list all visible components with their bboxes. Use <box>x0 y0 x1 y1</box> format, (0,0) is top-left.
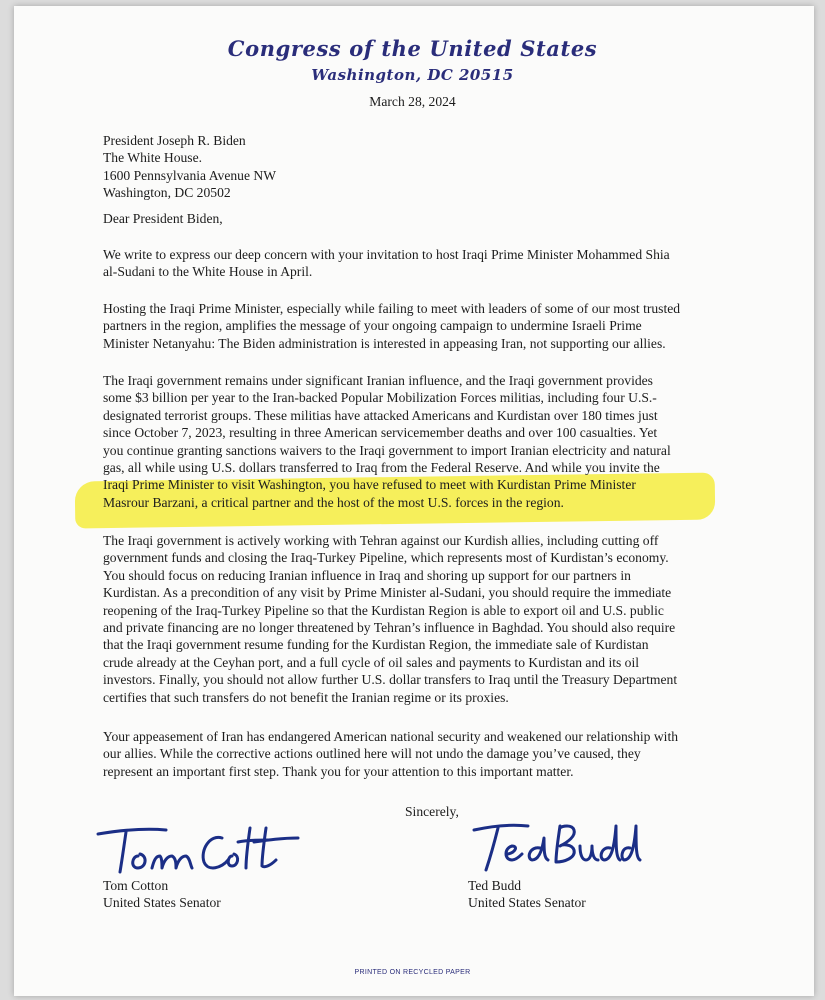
recipient-line: President Joseph R. Biden <box>103 133 246 148</box>
text-line: partners in the region, amplifies the message of your ongoing campaign to undermine Israeli Prime <box>103 318 642 334</box>
text-line: you continue granting sanctions waivers to the Iraqi government to import Iranian electricity and natural <box>103 442 671 458</box>
text-line: You should focus on reducing Iranian influence in Iraq and shoring up support for our partners in <box>103 567 631 583</box>
signatory-title: United States Senator <box>468 895 586 911</box>
text-line highlighted: Masrour Barzani, a critical partner and the host of the most U.S. forces in the region. <box>103 494 564 510</box>
closing: Sincerely, <box>405 804 459 819</box>
text-line: Your appeasement of Iran has endangered American national security and weakened our relationship with <box>103 729 679 744</box>
recipient-line: 1600 Pennsylvania Avenue NW <box>103 167 277 183</box>
text-line: government funds and closing the Iraq-Turkey Pipeline, which represents most of Kurdistan’s economy. <box>103 550 669 566</box>
text-line: gas, all while using U.S. dollars transferred to Iraq from the Federal Reserve. And while you invite the <box>103 460 660 476</box>
signature-ted-budd <box>464 818 644 874</box>
letterhead-title: Congress of the United States <box>227 36 598 61</box>
body-paragraph-3 <box>103 372 728 511</box>
signatory-block-2 <box>468 877 586 912</box>
recipient-address <box>103 132 276 202</box>
recycled-paper-footer: PRINTED ON RECYCLED PAPER <box>354 969 471 976</box>
text-line: designated terrorist groups. These militias have attacked Americans and Kurdistan over 180 times just <box>103 407 658 423</box>
text-line: that the Iraqi government resume funding for the Kurdistan Region, the immediate sale of Kurdistan <box>103 637 649 653</box>
text-line: certifies that such transfers do not benefit the Iranian regime or its proxies. <box>103 689 509 705</box>
text-line: some $3 billion per year to the Iran-backed Popular Mobilization Forces militias, including four U.S.- <box>103 390 657 406</box>
text-line: reopening of the Iraq-Turkey Pipeline so that the Kurdistan Region is able to export oil and U.S. public <box>103 602 664 618</box>
text-line: Minister Netanyahu: The Biden administration is interested in appeasing Iran, not supporting our allies. <box>103 335 666 351</box>
letterhead-address: Washington, DC 20515 <box>311 66 514 84</box>
text-line: since October 7, 2023, resulting in three American servicemember deaths and over 100 casualties. Yet <box>103 425 658 441</box>
text-line: The Iraqi government remains under significant Iranian influence, and the Iraqi government provides <box>103 373 653 388</box>
body-paragraph-4 <box>103 532 728 706</box>
letter-date: March 28, 2024 <box>369 94 456 109</box>
body-paragraph-1 <box>103 246 728 281</box>
salutation: Dear President Biden, <box>103 211 223 226</box>
text-line: al-Sudani to the White House in April. <box>103 264 313 280</box>
signatory-block-1 <box>103 877 221 912</box>
signatory-title: United States Senator <box>103 895 221 911</box>
signature-tom-cotton <box>92 820 302 878</box>
body-paragraph-5 <box>103 728 728 780</box>
signatory-name: Ted Budd <box>468 878 522 893</box>
recipient-line: The White House. <box>103 150 203 166</box>
text-line highlighted: Iraqi Prime Minister to visit Washington, you have refused to meet with Kurdistan Prime Minister <box>103 477 636 493</box>
text-line: investors. Finally, you should not allow further U.S. dollar transfers to Iraq until the Treasury Department <box>103 672 678 688</box>
body-paragraph-2 <box>103 300 728 352</box>
text-line: crude already at the Ceyhan port, and a full cycle of oil sales and payments to Kurdistan and its oil <box>103 654 640 670</box>
text-line: Kurdistan. As a precondition of any visit by Prime Minister al-Sudani, you should require the immediate <box>103 585 672 601</box>
signatory-name: Tom Cotton <box>103 878 169 893</box>
text-line: The Iraqi government is actively working with Tehran against our Kurdish allies, including cutting off <box>103 533 659 548</box>
recipient-line: Washington, DC 20502 <box>103 185 231 201</box>
text-line: represent an important first step. Thank you for your attention to this important matter. <box>103 763 574 779</box>
text-line: and private financing are no longer threatened by Tehran’s influence in Baghdad. You should also require <box>103 620 676 636</box>
text-line: our allies. While the corrective actions outlined here will not undo the damage you’ve caused, they <box>103 746 641 762</box>
text-line: Hosting the Iraqi Prime Minister, especially while failing to meet with leaders of some of our most trusted <box>103 301 681 316</box>
text-line: We write to express our deep concern with your invitation to host Iraqi Prime Minister Mohammed Shia <box>103 247 670 262</box>
